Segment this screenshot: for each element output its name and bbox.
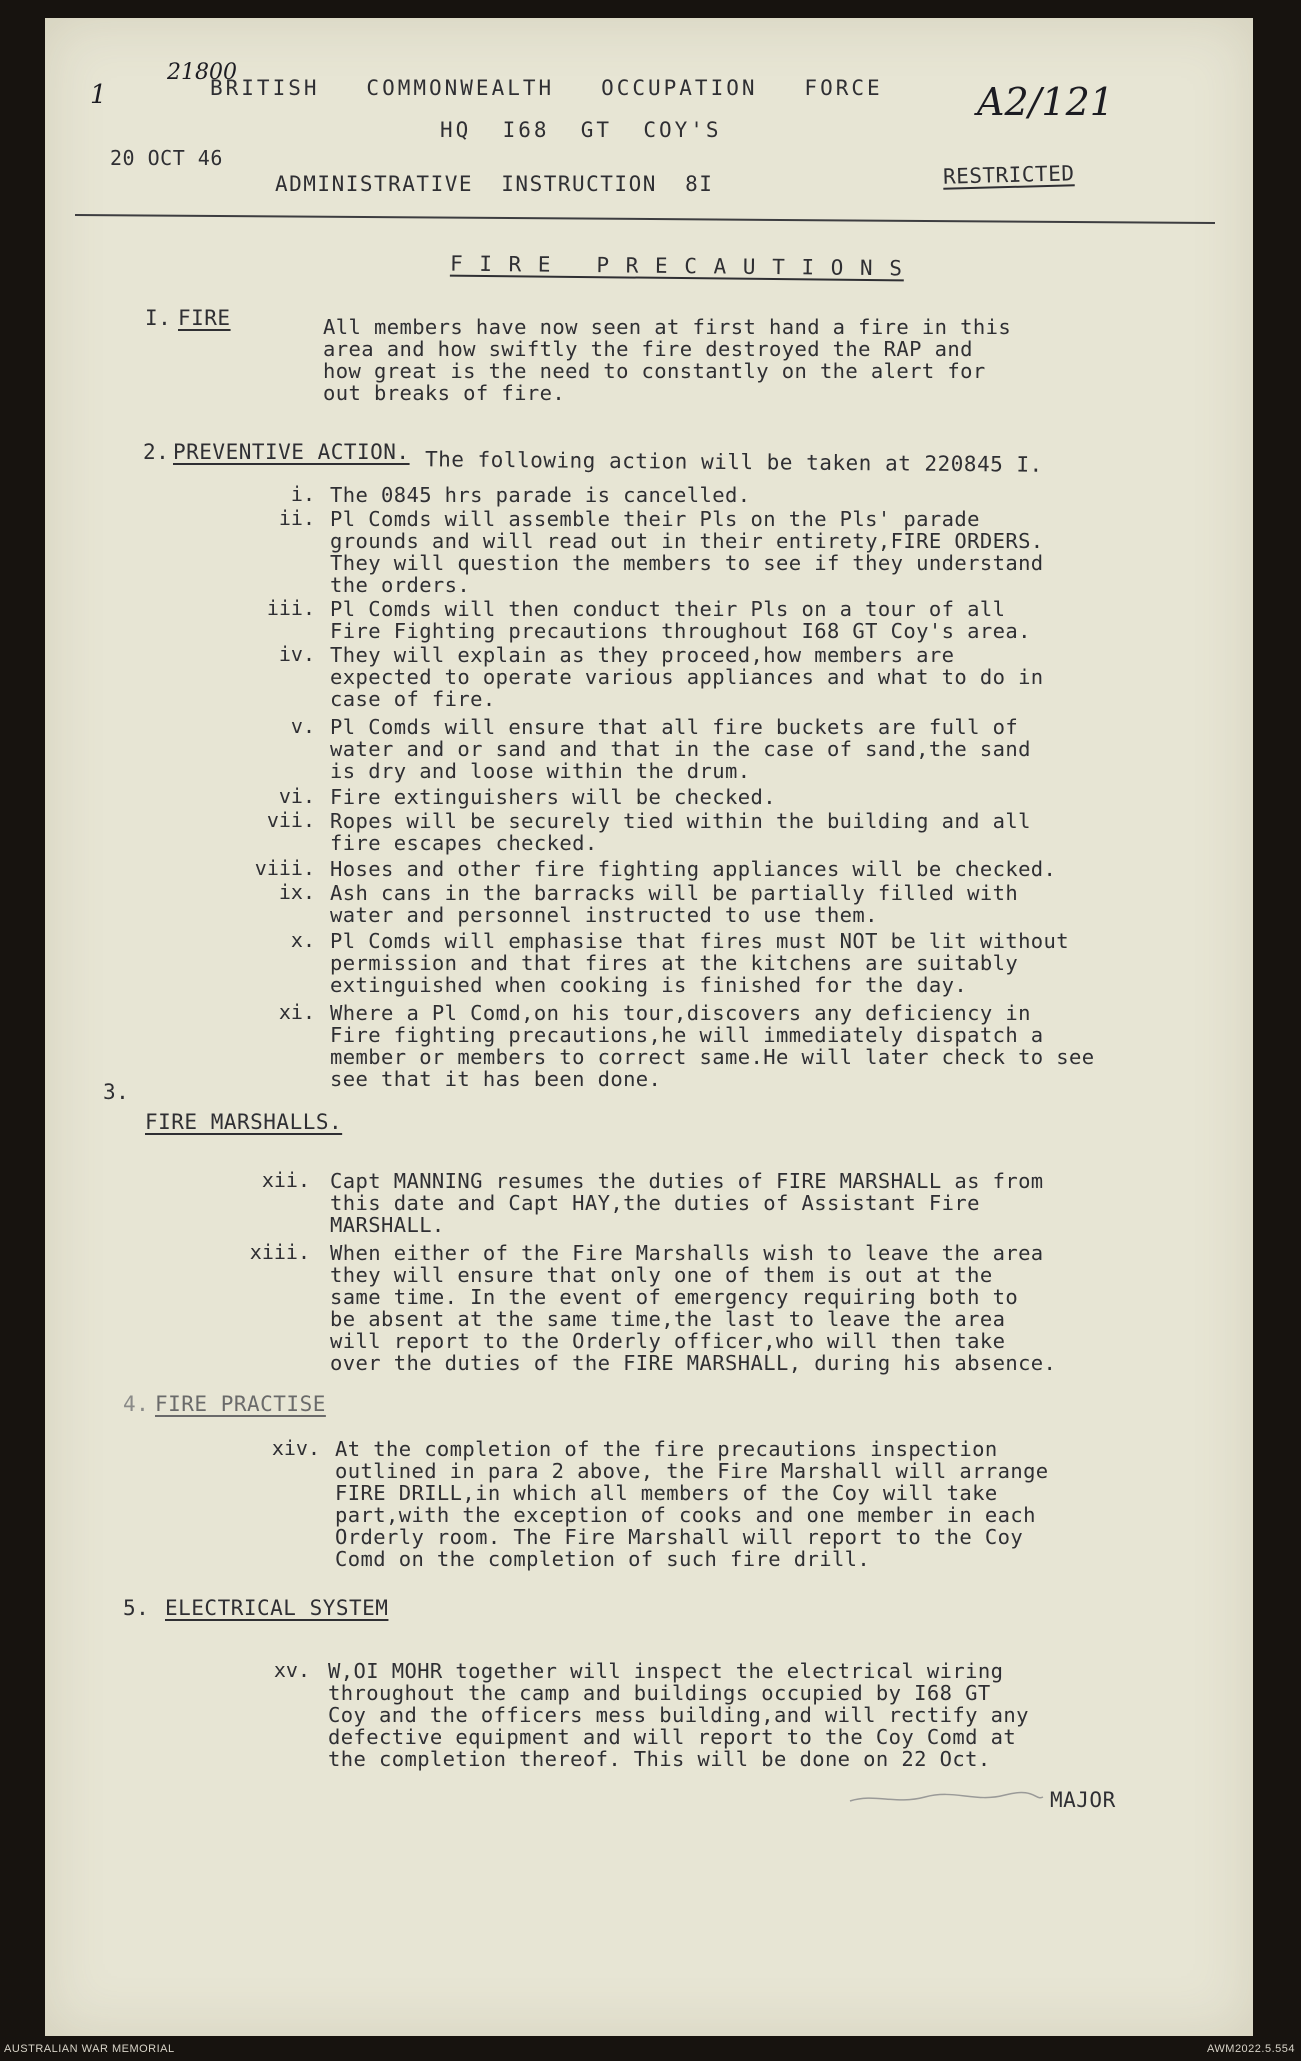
signature-scribble [845, 1783, 1045, 1813]
header-line-3: ADMINISTRATIVE INSTRUCTION 8I [275, 172, 714, 196]
body-line: outlined in para 2 above, the Fire Marshall will arrange [335, 1459, 1049, 1483]
signature-title: MAJOR [1050, 1788, 1116, 1812]
body-line: case of fire. [330, 687, 496, 711]
body-line: is dry and loose within the drum. [330, 759, 751, 783]
body-line: this date and Capt HAY,the duties of Assistant Fire [330, 1191, 980, 1215]
header-rule [75, 214, 1215, 224]
body-line: Pl Comds will emphasise that fires must NOT be lit without [330, 929, 1070, 953]
item-numeral: ix. [278, 880, 315, 904]
body-line: extinguished when cooking is finished for the day. [330, 973, 968, 997]
reference-mark: A2/121 [977, 80, 1114, 124]
page-mark: 1 [90, 80, 107, 110]
body-line: Fire fighting precautions,he will immediately dispatch a [330, 1023, 1044, 1047]
body-line: MARSHALL. [330, 1213, 445, 1237]
item-numeral: xiv. [271, 1436, 320, 1460]
item-numeral: xv. [273, 1658, 310, 1682]
body-line: The 0845 hrs parade is cancelled. [330, 483, 751, 507]
item-numeral: v. [290, 714, 315, 738]
section-1-number: I. [145, 306, 172, 330]
section-4-number: 4. [123, 1392, 150, 1416]
body-line: FIRE DRILL,in which all members of the Coy will take [335, 1481, 998, 1505]
body-line: throughout the camp and buildings occupied by I68 GT [328, 1681, 991, 1705]
body-line: At the completion of the fire precautions inspection [335, 1437, 998, 1461]
body-line: W,OI MOHR together will inspect the electrical wiring [328, 1659, 1004, 1683]
body-line: Pl Comds will ensure that all fire buckets are full of [330, 715, 1019, 739]
section-4-heading: FIRE PRACTISE [155, 1392, 326, 1416]
item-numeral: i. [290, 482, 315, 506]
body-line: see that it has been done. [330, 1067, 662, 1091]
item-numeral: ii. [278, 506, 315, 530]
document-date: 20 OCT 46 [110, 146, 223, 170]
section-2-heading: PREVENTIVE ACTION. [173, 440, 410, 464]
section-1-heading: FIRE [178, 306, 231, 330]
section-3-heading: FIRE MARSHALLS. [145, 1110, 343, 1134]
body-line: over the duties of the FIRE MARSHALL, during his absence. [330, 1351, 1057, 1375]
body-line: will report to the Orderly officer,who will then take [330, 1329, 1006, 1353]
item-numeral: xi. [278, 1000, 315, 1024]
body-line: Pl Comds will assemble their Pls on the Pls' parade [330, 507, 980, 531]
body-line: part,with the exception of cooks and one member in each [335, 1503, 1036, 1527]
header-line-2: HQ I68 GT COY'S [440, 118, 722, 142]
section-2-lead: The following action will be taken at 220845 I. [424, 447, 1043, 477]
body-line: the completion thereof. This will be done on 22 Oct. [328, 1747, 991, 1771]
document-page [45, 18, 1253, 2036]
body-line: be absent at the same time,the last to leave the area [330, 1307, 1006, 1331]
body-line: Comd on the completion of such fire drill. [335, 1547, 871, 1571]
classification-label: RESTRICTED [942, 161, 1075, 189]
body-line: same time. In the event of emergency requiring both to [330, 1285, 1019, 1309]
item-numeral: x. [290, 928, 315, 952]
body-line: Capt MANNING resumes the duties of FIRE MARSHALL as from [330, 1169, 1044, 1193]
header-line-1: BRITISH COMMONWEALTH OCCUPATION FORCE [210, 76, 883, 100]
body-line: expected to operate various appliances and what to do in [330, 665, 1044, 689]
body-line: member or members to correct same.He will later check to see [330, 1045, 1095, 1069]
body-line: Pl Comds will then conduct their Pls on a tour of all [330, 597, 1006, 621]
body-line: defective equipment and will report to the Coy Comd at [328, 1725, 1017, 1749]
section-2-number: 2. [143, 440, 170, 464]
section-3-number: 3. [103, 1080, 130, 1104]
body-line: they will ensure that only one of them is out at the [330, 1263, 993, 1287]
item-numeral: viii. [254, 856, 315, 880]
footer-right: AWM2022.5.554 [1206, 2043, 1295, 2055]
body-line: area and how swiftly the fire destroyed the RAP and [323, 337, 973, 361]
body-line: permission and that fires at the kitchens are suitably [330, 951, 1019, 975]
item-numeral: vii. [266, 808, 315, 832]
body-line: Orderly room. The Fire Marshall will report to the Coy [335, 1525, 1024, 1549]
section-5-number: 5. [123, 1596, 150, 1620]
item-numeral: xii. [261, 1168, 310, 1192]
body-line: Ash cans in the barracks will be partially filled with [330, 881, 1019, 905]
item-numeral: iii. [266, 596, 315, 620]
body-line: out breaks of fire. [323, 381, 566, 405]
body-line: how great is the need to constantly on the alert for [323, 359, 986, 383]
body-line: Ropes will be securely tied within the building and all [330, 809, 1031, 833]
item-numeral: xiii. [249, 1240, 310, 1264]
body-line: Coy and the officers mess building,and will rectify any [328, 1703, 1029, 1727]
item-numeral: iv. [278, 642, 315, 666]
body-line: When either of the Fire Marshalls wish to leave the area [330, 1241, 1044, 1265]
body-line: grounds and will read out in their entirety,FIRE ORDERS. [330, 529, 1044, 553]
body-line: the orders. [330, 573, 471, 597]
section-5-heading: ELECTRICAL SYSTEM [165, 1596, 389, 1620]
body-line: All members have now seen at first hand a fire in this [323, 315, 1012, 339]
body-line: fire escapes checked. [330, 831, 598, 855]
file-number: 21800 [167, 60, 237, 85]
body-line: They will question the members to see if they understand [330, 551, 1044, 575]
body-line: water and or sand and that in the case of sand,the sand [330, 737, 1031, 761]
body-line: Hoses and other fire fighting appliances will be checked. [330, 857, 1057, 881]
body-line: water and personnel instructed to use them. [330, 903, 878, 927]
item-numeral: vi. [278, 784, 315, 808]
body-line: Where a Pl Comd,on his tour,discovers any deficiency in [330, 1001, 1031, 1025]
body-line: Fire Fighting precautions throughout I68 GT Coy's area. [330, 619, 1031, 643]
document-title: F I R E P R E C A U T I O N S [449, 251, 905, 281]
footer-left: AUSTRALIAN WAR MEMORIAL [4, 2043, 175, 2055]
body-line: They will explain as they proceed,how members are [330, 643, 955, 667]
body-line: Fire extinguishers will be checked. [330, 785, 776, 809]
